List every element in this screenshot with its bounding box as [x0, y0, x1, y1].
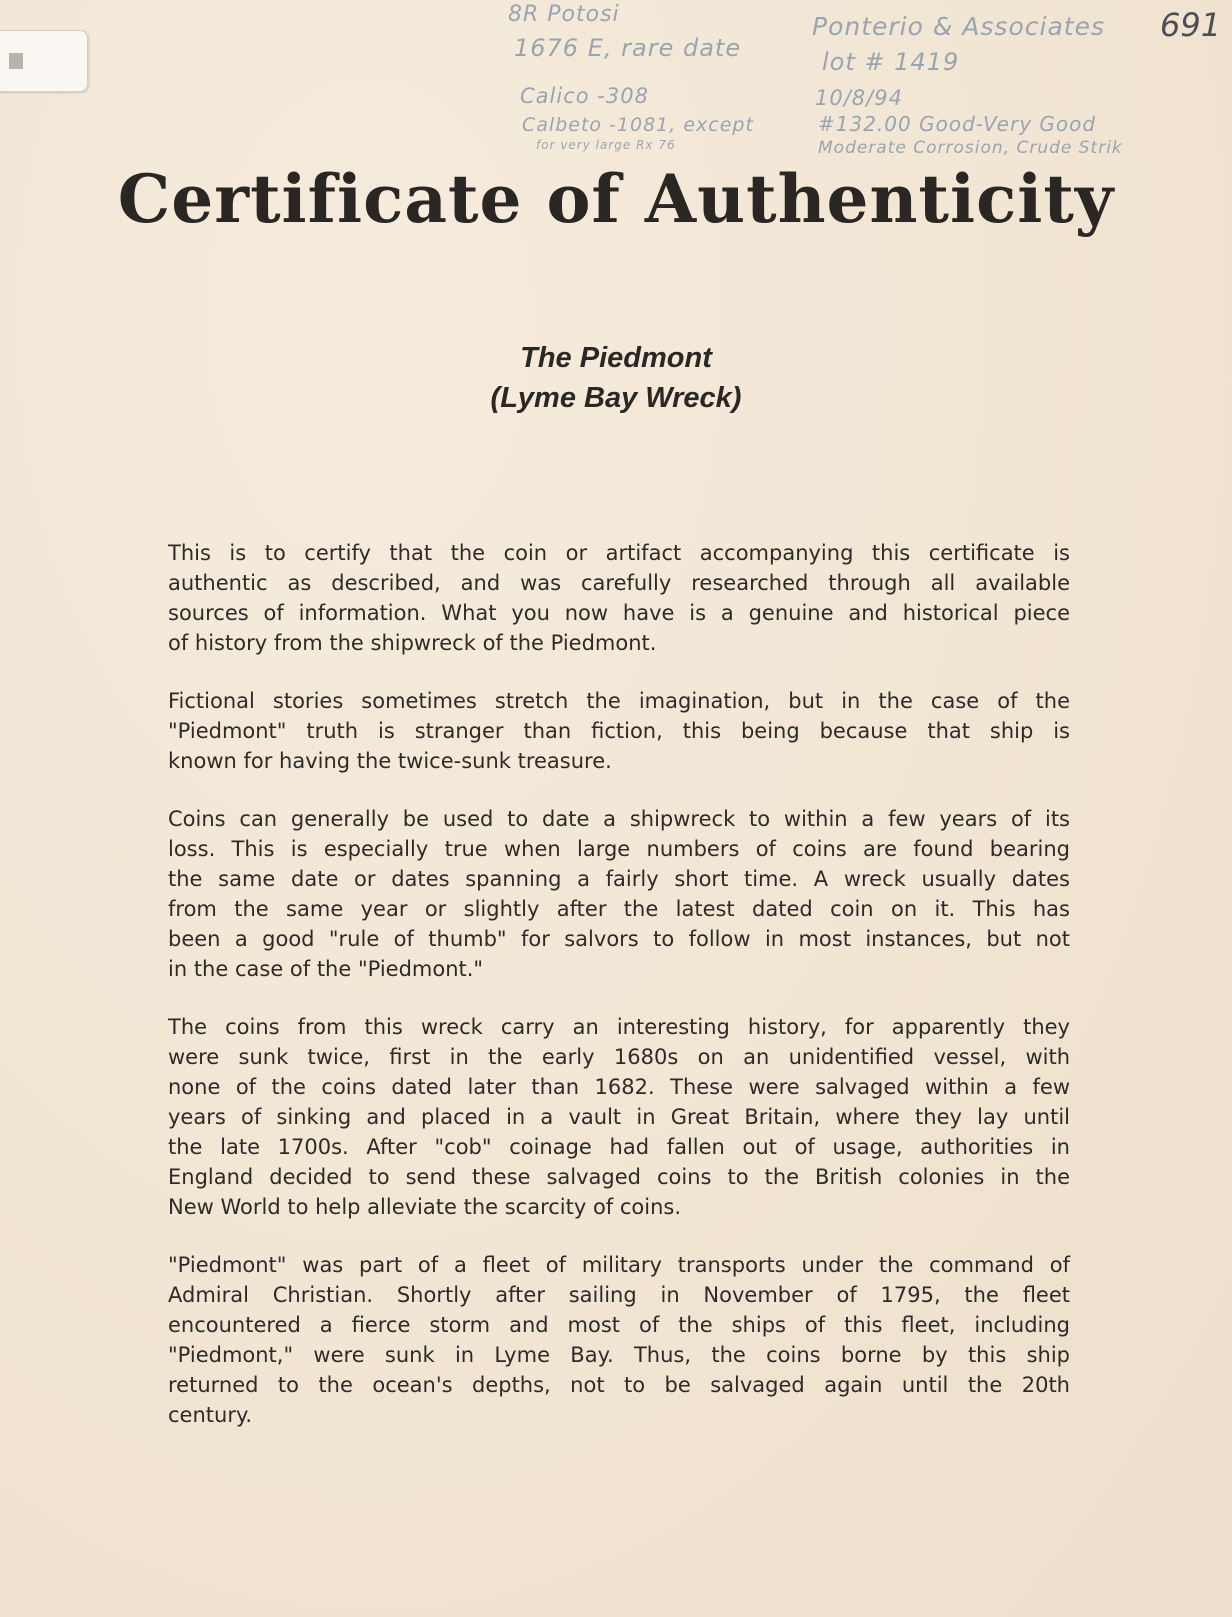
- handwritten-note: Ponterio & Associates: [812, 12, 1105, 41]
- handwritten-note: Moderate Corrosion, Crude Strik: [818, 138, 1123, 158]
- handwritten-note: Calbeto -1081, except: [522, 114, 754, 136]
- text-line: sources of information. What you now have is a genuine and historical piece: [168, 601, 1070, 625]
- text-line: encountered a fierce storm and most of the ships of this fleet, including: [168, 1313, 1070, 1337]
- text-line: years of sinking and placed in a vault in Great Britain, where they lay until: [168, 1105, 1070, 1129]
- lot-tag-number: 691: [1160, 6, 1222, 44]
- text-line: loss. This is especially true when large numbers of coins are found bearing: [168, 837, 1070, 861]
- text-line: from the same year or slightly after the latest dated coin on it. This has: [168, 897, 1070, 921]
- subtitle-wreck-name: (Lyme Bay Wreck): [490, 382, 742, 414]
- subtitle-ship-name: The Piedmont: [520, 342, 712, 374]
- text-line: returned to the ocean's depths, not to be salvaged again until the 20th: [168, 1373, 1070, 1397]
- text-line: none of the coins dated later than 1682. These were salvaged within a few: [168, 1075, 1070, 1099]
- handwritten-note: #132.00 Good-Very Good: [818, 112, 1097, 136]
- text-line: Fictional stories sometimes stretch the imagination, but in the case of the: [168, 689, 1070, 713]
- paragraph: [168, 1012, 1070, 1222]
- text-line: century.: [168, 1403, 253, 1427]
- certificate-title: Certificate of Authenticity: [117, 160, 1115, 238]
- handwritten-note: 10/8/94: [815, 86, 903, 110]
- text-line: "Piedmont" was part of a fleet of military transports under the command of: [168, 1253, 1070, 1277]
- text-line: of history from the shipwreck of the Piedmont.: [168, 631, 657, 655]
- text-line: known for having the twice-sunk treasure.: [168, 749, 612, 773]
- text-line: "Piedmont" truth is stranger than fiction, this being because that ship is: [168, 719, 1070, 743]
- text-line: New World to help alleviate the scarcity of coins.: [168, 1195, 682, 1219]
- paragraph: [168, 1250, 1070, 1430]
- handwritten-note: 8R Potosi: [508, 2, 620, 27]
- binder-tab: [0, 30, 88, 92]
- handwritten-note: 1676 E, rare date: [514, 34, 742, 62]
- handwritten-note: Calico -308: [520, 84, 649, 108]
- text-line: were sunk twice, first in the early 1680s on an unidentified vessel, with: [168, 1045, 1070, 1069]
- tab-mark-icon: [9, 53, 23, 69]
- text-line: This is to certify that the coin or artifact accompanying this certificate is: [168, 541, 1070, 565]
- paragraph: [168, 804, 1070, 984]
- text-line: in the case of the "Piedmont.": [168, 957, 484, 981]
- text-line: England decided to send these salvaged coins to the British colonies in the: [168, 1165, 1070, 1189]
- paragraph: [168, 538, 1070, 658]
- text-line: been a good "rule of thumb" for salvors to follow in most instances, but not: [168, 927, 1070, 951]
- certificate-body: [168, 538, 1070, 1458]
- text-line: Coins can generally be used to date a shipwreck to within a few years of its: [168, 807, 1070, 831]
- handwritten-note: for very large Rx 76: [536, 138, 676, 152]
- text-line: "Piedmont," were sunk in Lyme Bay. Thus, the coins borne by this ship: [168, 1343, 1070, 1367]
- paragraph: [168, 686, 1070, 776]
- text-line: the same date or dates spanning a fairly short time. A wreck usually dates: [168, 867, 1070, 891]
- text-line: authentic as described, and was carefully researched through all available: [168, 571, 1070, 595]
- text-line: The coins from this wreck carry an interesting history, for apparently they: [168, 1015, 1070, 1039]
- text-line: the late 1700s. After "cob" coinage had fallen out of usage, authorities in: [168, 1135, 1070, 1159]
- text-line: Admiral Christian. Shortly after sailing in November of 1795, the fleet: [168, 1283, 1070, 1307]
- handwritten-note: lot # 1419: [822, 48, 960, 76]
